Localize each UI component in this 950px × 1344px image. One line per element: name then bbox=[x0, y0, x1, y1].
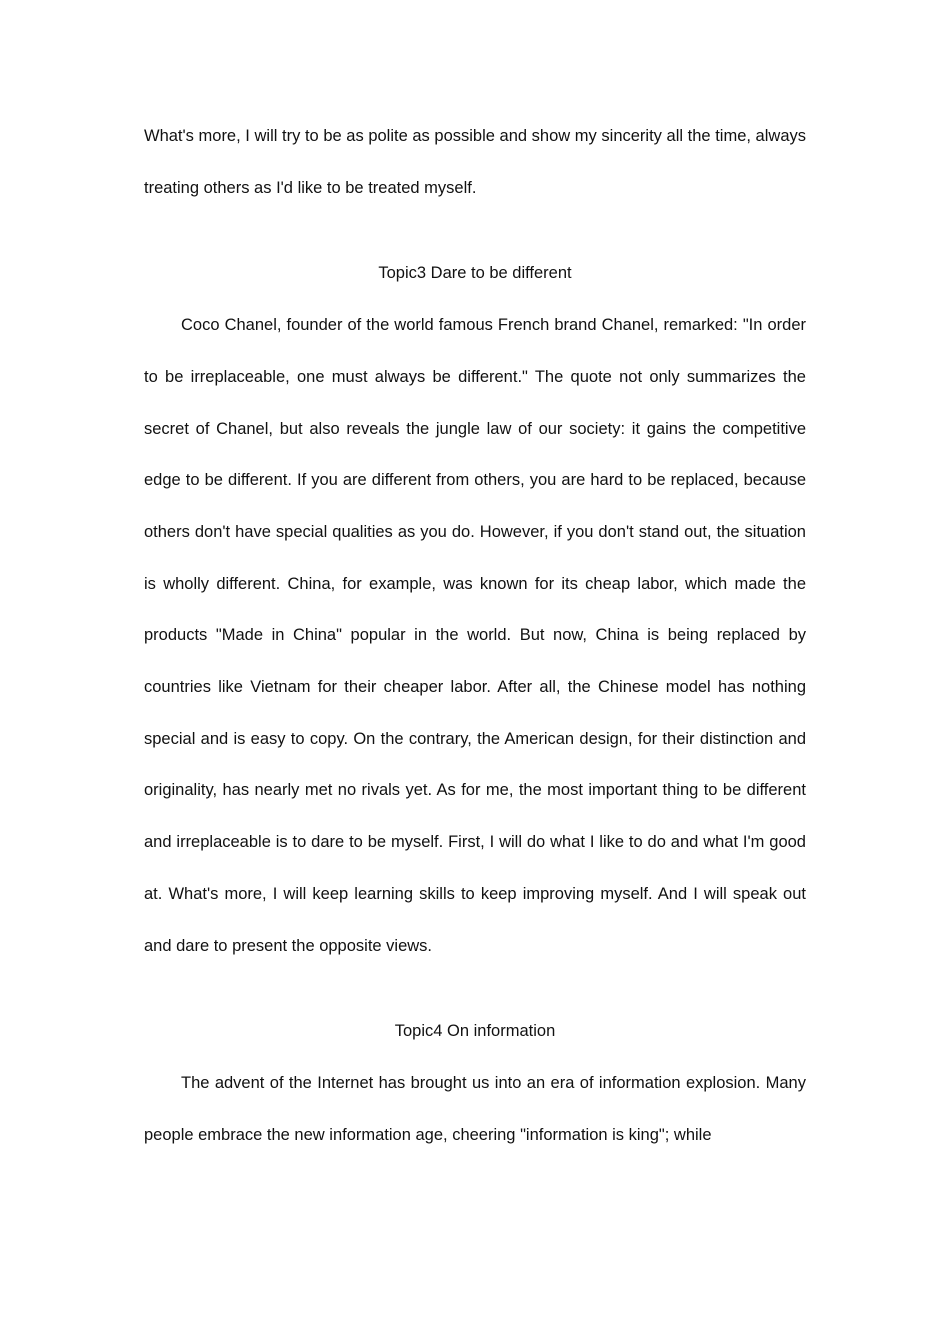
document-body bbox=[144, 111, 806, 1161]
heading-topic3: Topic3 Dare to be different bbox=[378, 264, 572, 283]
paragraph-topic3: Coco Chanel, founder of the world famous French brand Chanel, remarked: "In order to be irreplaceable, one must always be different." The quote not only summarizes the secret of Chanel, but also reveals the jungle law of our society: it gains the competitive edge to be different. If you are different from others, you are hard to be replaced, because others don't have special qualities as you do. However, if you don't stand out, the situation is wholly different. China, for example, was known for its cheap labor, which made the products "Made in China" popular in the world. But now, China is being replaced by countries like Vietnam for their cheaper labor. After all, the Chinese model has nothing special and is easy to copy. On the contrary, the American design, for their distinction and originality, has nearly met no rivals yet. As for me, the most important thing to be different and irreplaceable is to dare to be myself. First, I will do what I like to do and what I'm good at. What's more, I will keep learning skills to keep improving myself. And I will speak out and dare to present the opposite views. bbox=[144, 316, 806, 955]
section-spacer bbox=[144, 972, 806, 1006]
heading-topic4: Topic4 On information bbox=[394, 1022, 556, 1041]
paragraph-topic4: The advent of the Internet has brought us into an era of information explosion. Many people embrace the new information age, cheering "information is king"; while bbox=[144, 1073, 806, 1144]
paragraph-intro: What's more, I will try to be as polite as possible and show my sincerity all the time, always treating others as I'd like to be treated myself. bbox=[144, 127, 806, 197]
section-spacer bbox=[144, 214, 806, 248]
